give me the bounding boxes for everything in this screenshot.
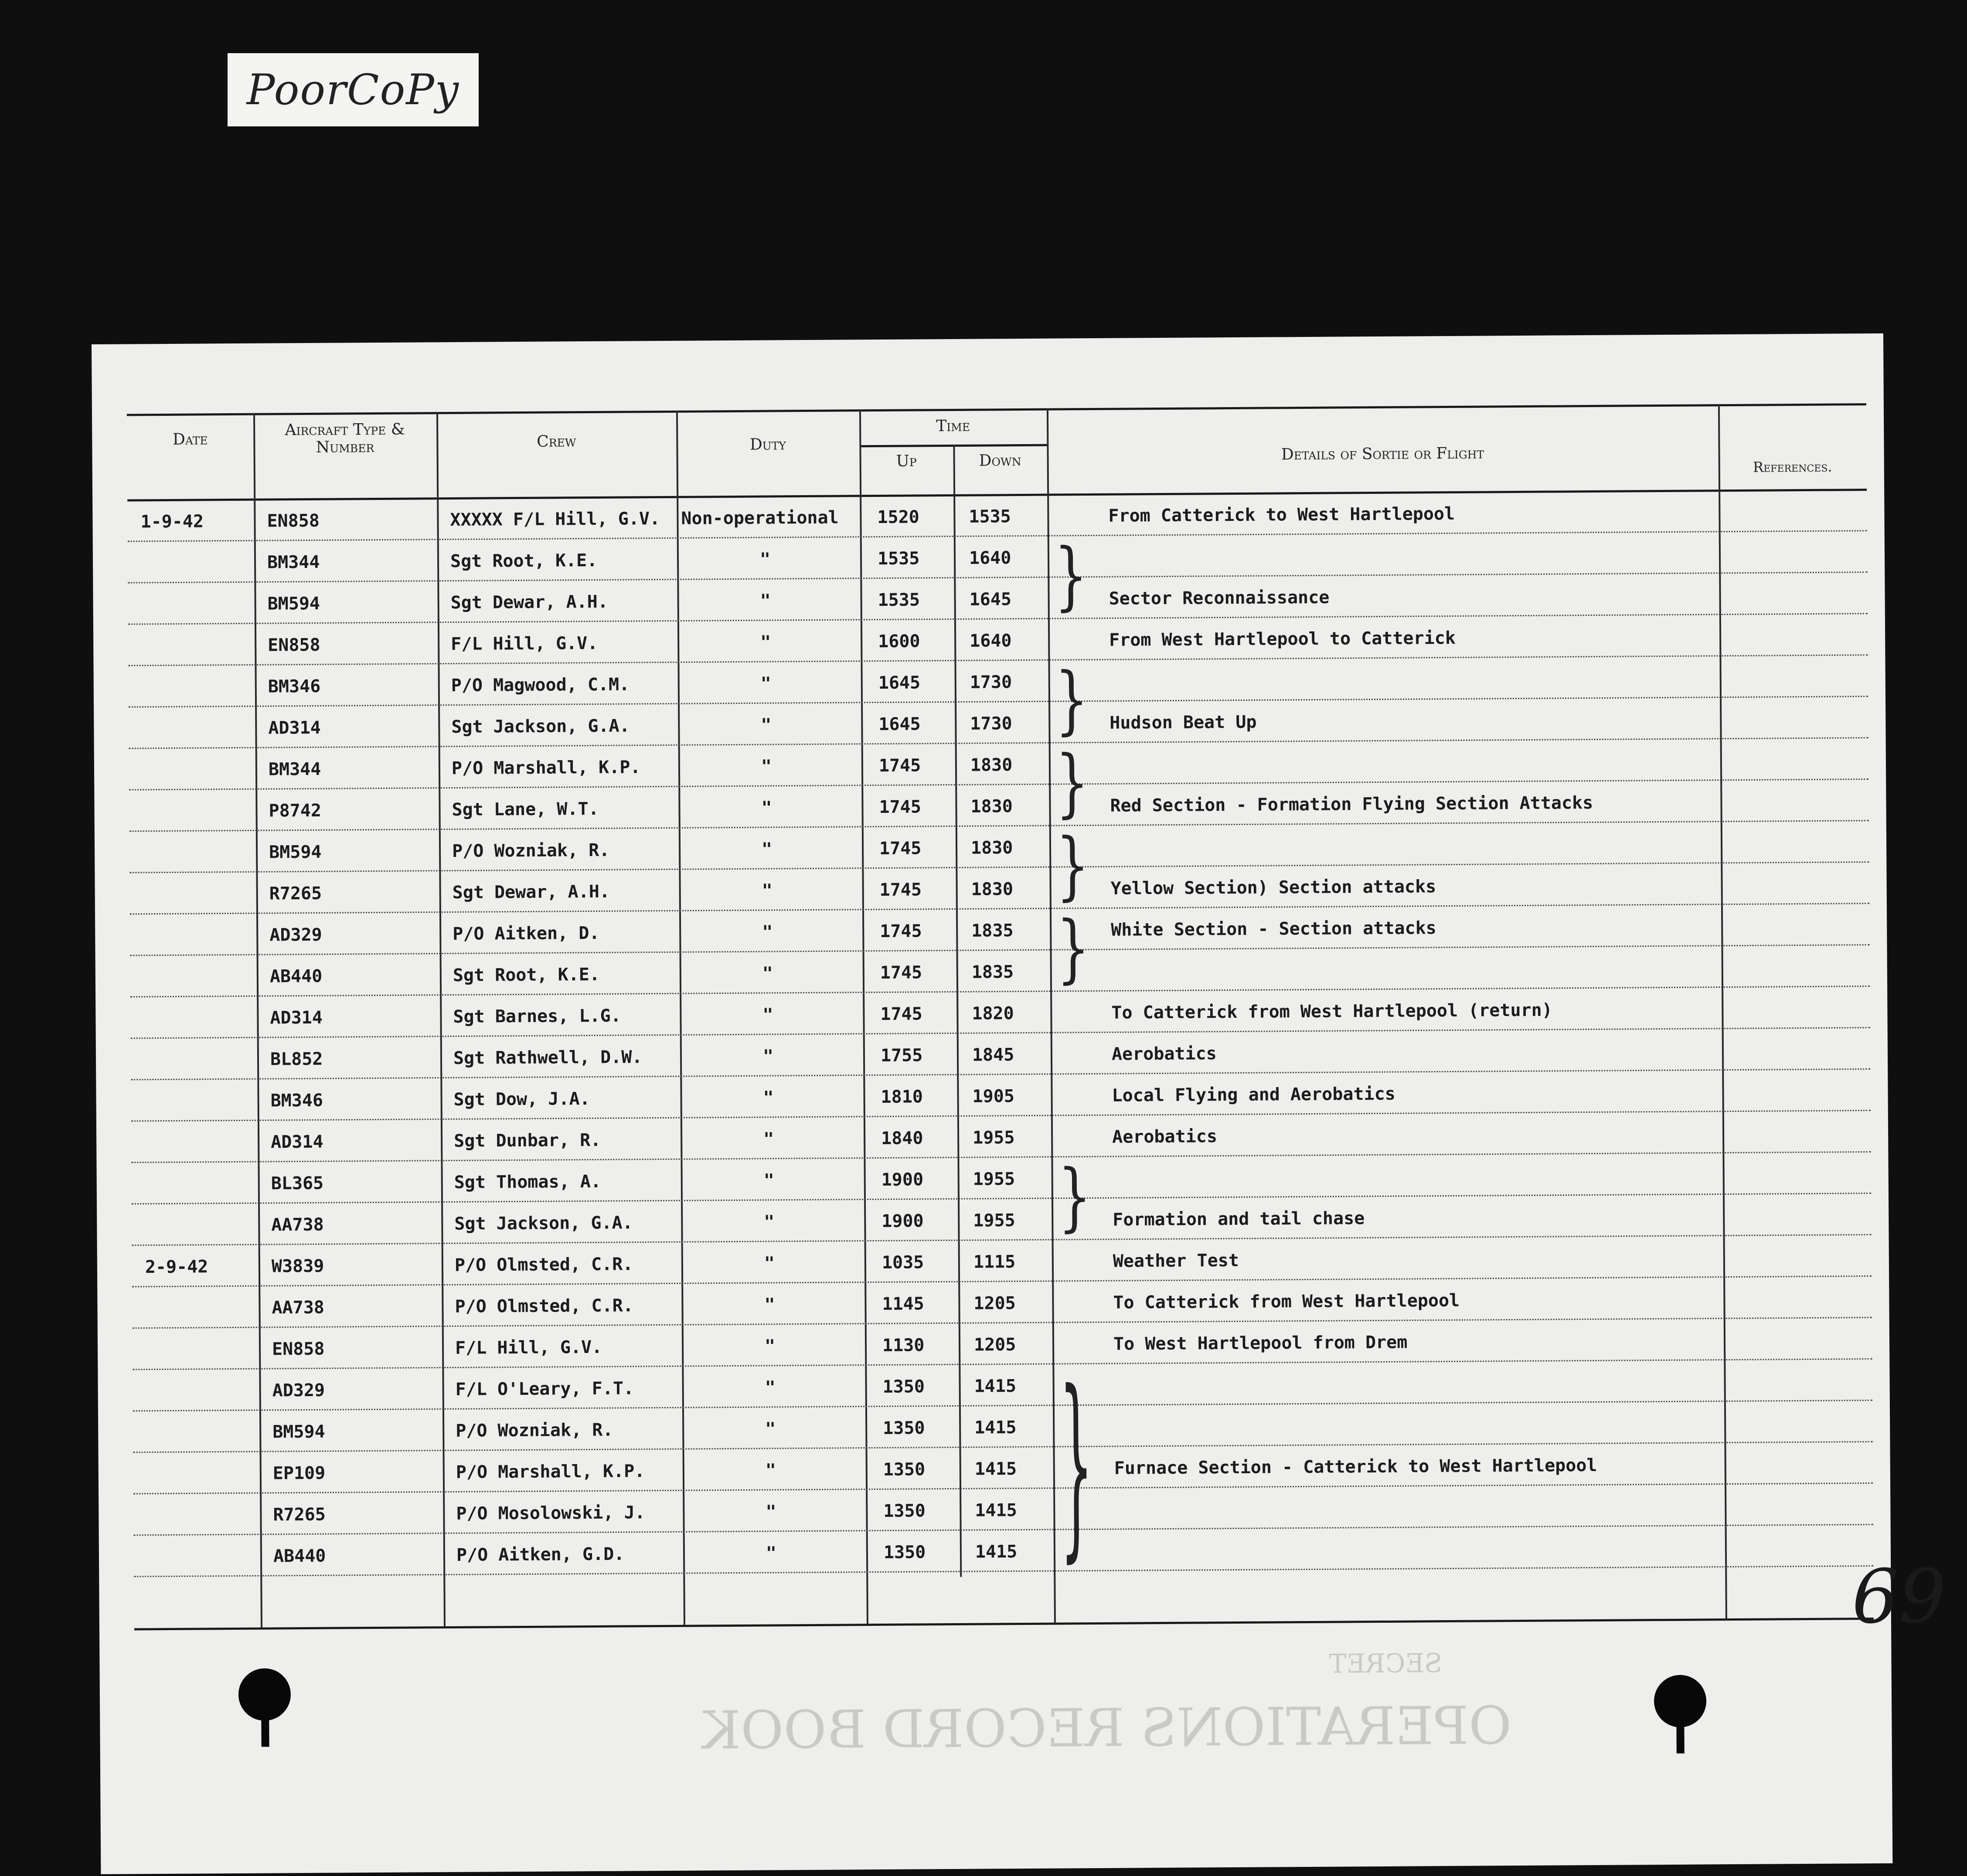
cell-crew: Sgt Dewar, A.H.: [450, 591, 609, 613]
cell-up: 1745: [880, 962, 922, 983]
cell-aircraft: AD329: [269, 924, 322, 945]
cell-details: To West Hartlepool from Drem: [1113, 1332, 1408, 1354]
cell-crew: Sgt Dow, J.A.: [453, 1089, 590, 1110]
cell-crew: F/L Hill, G.V.: [451, 633, 598, 654]
cell-duty: ": [765, 1419, 776, 1439]
cell-aircraft: BM594: [269, 842, 322, 863]
row-rule: [128, 613, 1868, 625]
cell-details: Red Section - Formation Flying Section Attacks: [1110, 792, 1593, 816]
cell-aircraft: BM346: [268, 676, 321, 697]
cell-duty: ": [762, 963, 773, 984]
cell-down: 1955: [973, 1210, 1015, 1231]
cell-up: 1810: [881, 1087, 923, 1107]
row-rule: [129, 778, 1868, 790]
page-number: 69: [1851, 1553, 1947, 1641]
header-time: Time: [936, 417, 970, 435]
cell-up: 1745: [880, 921, 922, 941]
cell-duty: ": [762, 922, 773, 942]
cell-down: 1845: [972, 1045, 1014, 1065]
sortie-table: [127, 403, 1947, 1641]
column-divider: [1718, 404, 1727, 1618]
cell-duty: ": [760, 673, 772, 694]
cell-details: To Catterick from West Hartlepool (return): [1111, 1000, 1552, 1023]
cell-duty: ": [764, 1295, 775, 1315]
cell-aircraft: BM344: [268, 759, 321, 780]
cell-duty: ": [761, 839, 773, 860]
record-sheet: [92, 333, 1947, 1874]
cell-down: 1955: [973, 1128, 1015, 1148]
cell-up: 1755: [880, 1045, 923, 1066]
cell-aircraft: AB440: [269, 966, 323, 987]
bleed-through-text: OPERATIONS RECORD BOOK: [701, 1696, 1512, 1761]
cell-up: 1145: [882, 1294, 924, 1314]
cell-aircraft: AD329: [272, 1380, 325, 1401]
cell-down: 1830: [970, 838, 1013, 858]
row-rule: [128, 571, 1867, 583]
cell-crew: P/O Wozniak, R.: [452, 840, 610, 861]
cell-crew: Sgt Jackson, G.A.: [451, 716, 630, 737]
cell-details: From Catterick to West Hartlepool: [1108, 503, 1455, 526]
grouping-brace: }: [1055, 657, 1089, 744]
cell-aircraft: BL852: [270, 1049, 323, 1070]
row-rule: [132, 1275, 1872, 1287]
cell-crew: P/O Magwood, C.M.: [451, 674, 630, 696]
cell-duty: ": [760, 591, 771, 611]
grouping-brace: }: [1059, 1351, 1094, 1581]
cell-up: 1745: [878, 755, 921, 776]
row-rule: [129, 861, 1869, 873]
row-rule: [133, 1317, 1872, 1329]
cell-down: 1835: [971, 962, 1014, 982]
cell-crew: Sgt Thomas, A.: [454, 1171, 602, 1193]
cell-details: White Section - Section attacks: [1111, 918, 1436, 940]
cell-up: 1900: [881, 1211, 924, 1231]
cell-down: 1415: [975, 1542, 1018, 1562]
cell-crew: F/L Hill, G.V.: [455, 1337, 602, 1358]
row-rule: [129, 737, 1868, 749]
cell-down: 1415: [974, 1417, 1017, 1438]
cell-down: 1830: [970, 796, 1013, 817]
cell-aircraft: BM594: [267, 593, 320, 614]
cell-duty: ": [763, 1129, 774, 1149]
cell-duty: ": [761, 798, 772, 818]
cell-crew: P/O Olmsted, C.R.: [454, 1254, 633, 1275]
cell-details: Local Flying and Aerobatics: [1112, 1084, 1395, 1106]
cell-duty: ": [764, 1336, 776, 1356]
cell-aircraft: BM594: [272, 1421, 325, 1442]
header-details: Details of Sortie or Flight: [1281, 444, 1484, 464]
cell-duty: ": [765, 1460, 776, 1481]
cell-crew: Sgt Dunbar, R.: [454, 1130, 601, 1151]
cell-duty: ": [761, 756, 772, 777]
cell-up: 1600: [878, 631, 920, 652]
cell-up: 1350: [882, 1376, 925, 1397]
cell-crew: P/O Aitken, D.: [453, 923, 600, 944]
cell-down: 1955: [973, 1169, 1015, 1189]
row-rule: [130, 944, 1870, 956]
cell-up: 1645: [878, 714, 921, 734]
cell-details: Hudson Beat Up: [1109, 712, 1257, 733]
cell-crew: P/O Aitken, G.D.: [456, 1544, 625, 1565]
row-rule: [129, 820, 1869, 832]
punch-hole: [261, 1716, 269, 1747]
cell-up: 1535: [878, 590, 920, 610]
cell-aircraft: AD314: [268, 717, 321, 738]
cell-up: 1745: [879, 797, 921, 817]
cell-details: Aerobatics: [1112, 1126, 1218, 1147]
header-aircraft: Aircraft Type & Number: [285, 420, 405, 456]
cell-up: 1350: [883, 1501, 926, 1521]
cell-crew: Sgt Root, K.E.: [450, 550, 598, 571]
cell-crew: P/O Marshall, K.P.: [456, 1461, 645, 1482]
row-rule: [132, 1193, 1871, 1204]
cell-duty: ": [763, 1170, 774, 1191]
cell-up: 1840: [881, 1128, 923, 1149]
cell-down: 1415: [974, 1459, 1017, 1479]
cell-details: Yellow Section) Section attacks: [1110, 877, 1436, 899]
cell-crew: Sgt Root, K.E.: [453, 964, 600, 986]
cell-aircraft: EP109: [272, 1463, 326, 1484]
row-rule: [131, 1027, 1870, 1039]
row-rule: [134, 1565, 1873, 1577]
cell-duty: ": [766, 1543, 777, 1563]
cell-details: Formation and tail chase: [1113, 1208, 1365, 1230]
cell-aircraft: AA738: [272, 1297, 325, 1318]
row-rule: [129, 696, 1868, 707]
cell-duty: ": [765, 1377, 776, 1398]
cell-aircraft: AB440: [273, 1546, 326, 1567]
cell-details: Sector Reconnaissance: [1109, 587, 1330, 609]
cell-crew: P/O Olmsted, C.R.: [455, 1295, 634, 1317]
cell-down: 1835: [971, 921, 1014, 941]
cell-down: 1645: [969, 589, 1012, 610]
cell-up: 1520: [877, 507, 919, 527]
cell-duty: ": [763, 1088, 774, 1108]
cell-down: 1415: [974, 1376, 1017, 1397]
cell-date: 1-9-42: [140, 511, 204, 532]
cell-details: To Catterick from West Hartlepool: [1113, 1290, 1460, 1313]
cell-up: 1745: [880, 1004, 922, 1024]
cell-aircraft: EN858: [272, 1339, 325, 1359]
header-date: Date: [172, 430, 208, 449]
cell-up: 1745: [879, 880, 922, 900]
cell-crew: P/O Marshall, K.P.: [451, 757, 641, 778]
cell-duty: Non-operational: [681, 507, 839, 529]
table-bottom-rule: [134, 1618, 1874, 1630]
cell-down: 1830: [971, 879, 1014, 900]
column-divider: [953, 445, 962, 1577]
header-up: Up: [896, 452, 917, 470]
header-duty: Duty: [749, 435, 786, 454]
row-rule: [132, 1234, 1872, 1246]
table-top-rule: [127, 403, 1866, 416]
row-rule: [128, 654, 1868, 666]
cell-crew: P/O Mosolowski, J.: [456, 1502, 646, 1524]
cell-duty: ": [762, 1005, 773, 1025]
cell-down: 1640: [970, 631, 1012, 651]
cell-crew: Sgt Barnes, L.G.: [453, 1006, 621, 1027]
cell-crew: Sgt Jackson, G.A.: [454, 1213, 633, 1234]
cell-duty: ": [762, 880, 773, 901]
header-bottom-rule: [127, 489, 1867, 501]
row-rule: [128, 530, 1867, 542]
cell-duty: ": [760, 632, 771, 653]
grouping-brace: }: [1054, 533, 1088, 619]
row-rule: [131, 1110, 1871, 1122]
cell-crew: XXXXX F/L Hill, G.V.: [450, 509, 660, 530]
cell-up: 1350: [883, 1418, 925, 1438]
cell-details: Aerobatics: [1111, 1043, 1217, 1064]
column-divider: [859, 409, 868, 1624]
cell-aircraft: R7265: [273, 1504, 326, 1525]
cell-details: From West Hartlepool to Catterick: [1109, 628, 1456, 650]
cell-crew: Sgt Dewar, A.H.: [452, 881, 610, 903]
cell-aircraft: P8742: [269, 800, 322, 821]
cell-down: 1905: [972, 1086, 1015, 1107]
cell-crew: P/O Wozniak, R.: [456, 1420, 613, 1441]
cell-down: 1640: [969, 548, 1011, 568]
row-rule: [133, 1441, 1873, 1453]
column-divider: [436, 412, 446, 1626]
cell-crew: Sgt Lane, W.T.: [452, 799, 599, 820]
cell-up: 1130: [882, 1335, 925, 1356]
cell-down: 1415: [975, 1500, 1017, 1521]
cell-aircraft: AD314: [270, 1007, 323, 1028]
cell-down: 1730: [970, 714, 1012, 734]
cell-aircraft: W3839: [271, 1256, 324, 1277]
cell-down: 1205: [973, 1293, 1016, 1314]
cell-duty: ": [764, 1253, 775, 1274]
cell-details: Furnace Section - Catterick to West Hartlepool: [1114, 1455, 1597, 1478]
row-rule: [131, 1068, 1870, 1080]
poor-copy-label: PoorCoPy: [228, 53, 479, 126]
header-references: References.: [1753, 458, 1832, 476]
cell-duty: ": [759, 549, 771, 570]
cell-aircraft: R7265: [269, 883, 322, 904]
grouping-brace: }: [1055, 740, 1089, 826]
cell-crew: F/L O'Leary, F.T.: [455, 1378, 634, 1400]
cell-aircraft: AA738: [271, 1214, 324, 1235]
row-rule: [134, 1524, 1873, 1536]
cell-duty: ": [764, 1212, 775, 1232]
cell-up: 1350: [883, 1542, 926, 1563]
grouping-brace: }: [1058, 1154, 1092, 1240]
cell-down: 1205: [973, 1335, 1016, 1355]
cell-duty: ": [761, 715, 772, 735]
grouping-brace: }: [1055, 822, 1090, 909]
row-rule: [133, 1358, 1872, 1370]
cell-up: 1535: [877, 548, 920, 569]
column-divider: [676, 411, 685, 1625]
cell-aircraft: EN858: [267, 510, 320, 531]
cell-down: 1820: [972, 1003, 1014, 1024]
bleed-through-text: SECRET: [1329, 1648, 1443, 1679]
cell-aircraft: BM344: [267, 552, 320, 573]
cell-up: 1745: [879, 838, 922, 859]
row-rule: [130, 986, 1870, 997]
cell-down: 1730: [970, 672, 1012, 693]
cell-details: Weather Test: [1113, 1250, 1239, 1271]
column-divider: [253, 413, 262, 1628]
cell-aircraft: EN858: [268, 635, 320, 656]
row-rule: [130, 903, 1869, 914]
cell-duty: ": [762, 1046, 774, 1067]
cell-date: 2-9-42: [145, 1257, 208, 1278]
cell-up: 1350: [883, 1459, 926, 1480]
cell-down: 1535: [969, 506, 1011, 527]
row-rule: [133, 1400, 1872, 1411]
cell-aircraft: BM346: [270, 1090, 323, 1111]
cell-down: 1830: [970, 755, 1013, 775]
cell-crew: Sgt Rathwell, D.W.: [453, 1047, 643, 1068]
cell-up: 1900: [881, 1169, 924, 1190]
row-rule: [133, 1482, 1873, 1494]
cell-duty: ": [766, 1502, 776, 1522]
cell-aircraft: BL365: [271, 1173, 324, 1194]
cell-aircraft: AD314: [271, 1132, 323, 1152]
cell-up: 1645: [878, 673, 921, 693]
row-rule: [131, 1151, 1871, 1163]
header-crew: Crew: [537, 432, 576, 451]
cell-down: 1115: [973, 1252, 1016, 1272]
grouping-brace: }: [1056, 905, 1090, 992]
cell-up: 1035: [881, 1252, 924, 1273]
punch-hole: [1676, 1723, 1684, 1754]
punch-hole: [1654, 1675, 1707, 1727]
header-down: Down: [979, 451, 1021, 470]
punch-hole: [238, 1668, 291, 1721]
